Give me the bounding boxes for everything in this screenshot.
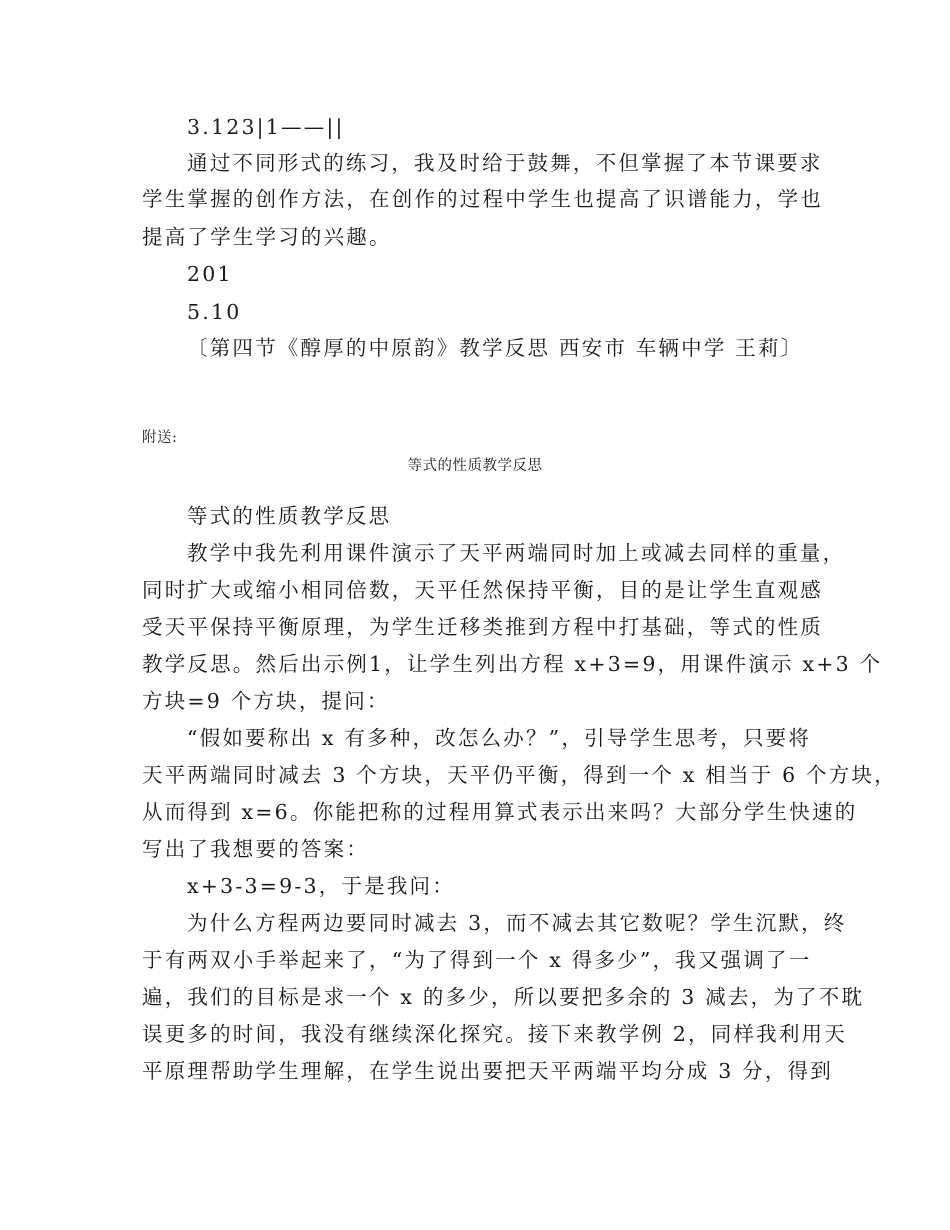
section-heading: 等式的性质教学反思 [187, 504, 392, 528]
paragraph-line: 平原理帮助学生理解，在学生说出要把天平两端平均分成 3 分，得到 [142, 1059, 833, 1083]
paragraph-line: 方块=9 个方块，提问： [142, 689, 390, 713]
paragraph-line: 为什么方程两边要同时减去 3，而不减去其它数呢？学生沉默，终 [187, 911, 847, 935]
paragraph-line: 写出了我想要的答案： [142, 837, 369, 861]
paragraph-line: 遍，我们的目标是求一个 x 的多少，所以要把多余的 3 减去，为了不耽 [142, 985, 865, 1009]
paragraph-line: 从而得到 x=6。你能把称的过程用算式表示出来吗？大部分学生快速的 [142, 800, 858, 824]
paragraph-line: 受天平保持平衡原理，为学生迁移类推到方程中打基础，等式的性质 [142, 615, 823, 639]
score-notation-line: 3.123|1——|| [187, 115, 345, 139]
attribution-text: 〔第四节《醇厚的中原韵》教学反思 西安市 车辆中学 王莉〕 [187, 336, 804, 360]
paragraph-line: 同时扩大或缩小相同倍数，天平任然保持平衡，目的是让学生直观感 [142, 578, 823, 602]
paragraph-line: 误更多的时间，我没有继续深化探究。接下来教学例 2，同样我利用天 [142, 1022, 847, 1046]
paragraph-line: 教学中我先利用课件演示了天平两端同时加上或减去同样的重量， [187, 541, 846, 565]
date-text: 5.10 [187, 300, 242, 324]
paragraph-line: 通过不同形式的练习，我及时给于鼓舞，不但掌握了本节课要求 [187, 151, 823, 175]
paragraph-line: “假如要称出 x 有多种，改怎么办？”，引导学生思考，只要将 [187, 726, 812, 750]
appendix-label: 附送: [142, 430, 178, 446]
paragraph-line: 教学反思。然后出示例1，让学生列出方程 x+3=9，用课件演示 x+3 个 [142, 652, 883, 676]
year-text: 201 [187, 262, 233, 286]
appendix-title: 等式的性质教学反思 [407, 458, 543, 474]
paragraph-line: 提高了学生学习的兴趣。 [142, 225, 392, 249]
paragraph-line: 于有两双小手举起来了，“为了得到一个 x 得多少”，我又强调了一 [142, 948, 812, 972]
equation-line: x+3-3=9-3，于是我问： [187, 874, 455, 898]
paragraph-line: 学生掌握的创作方法，在创作的过程中学生也提高了识谱能力，学也 [142, 187, 823, 211]
paragraph-line: 天平两端同时减去 3 个方块，天平仍平衡，得到一个 x 相当于 6 个方块， [142, 763, 897, 787]
